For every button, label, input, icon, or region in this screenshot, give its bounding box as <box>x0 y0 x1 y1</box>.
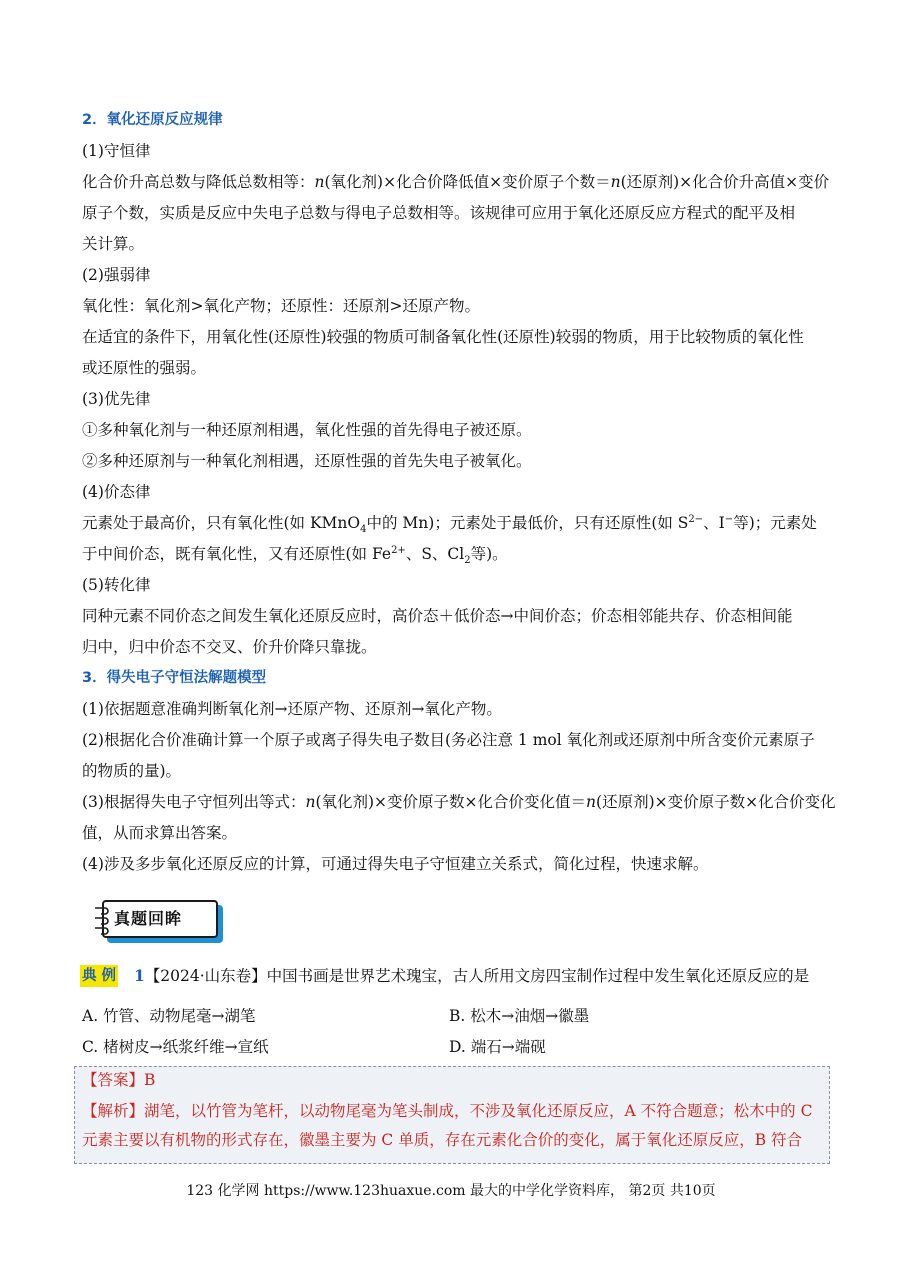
rule-4-title: (4)价态律 <box>82 483 151 501</box>
rule-1-title: (1)守恒律 <box>82 142 151 160</box>
rule-2-line-1: 氧化性：氧化剂>氧化产物；还原性：还原剂>还原产物。 <box>82 297 480 315</box>
rule-1-line-3: 关计算。 <box>82 235 145 253</box>
rule-5-title: (5)转化律 <box>82 576 151 594</box>
step-3-line-1: (3)根据得失电子守恒列出等式：n(氧化剂)×变价原子数×化合价变化值＝n(还原剂)×变价原子数×化合价变化 <box>82 793 836 811</box>
option-b: B. 松木→油烟→徽墨 <box>449 1007 590 1025</box>
section-banner <box>92 896 220 940</box>
step-2-line-2: 的物质的量)。 <box>82 762 182 780</box>
step-1: (1)依据题意准确判断氧化剂→还原产物、还原剂→氧化产物。 <box>82 700 502 718</box>
rule-2-title: (2)强弱律 <box>82 266 151 284</box>
step-4: (4)涉及多步氧化还原反应的计算，可通过得失电子守恒建立关系式，简化过程，快速求解。 <box>82 855 709 873</box>
rule-5-line-1: 同种元素不同价态之间发生氧化还原反应时，高价态＋低价态→中间价态；价态相邻能共存、价态相间能 <box>82 607 793 625</box>
example-question: 1【2024·山东卷】中国书画是世界艺术瑰宝，古人所用文房四宝制作过程中发生氧化还原反应的是 <box>134 966 810 985</box>
section-3-heading: 3．得失电子守恒法解题模型 <box>82 670 267 686</box>
option-c: C. 楮树皮→纸浆纤维→宣纸 <box>82 1038 269 1056</box>
rule-4-line-2: 于中间价态，既有氧化性，又有还原性(如 $Fe^{2+}$、S、$Cl_2$等)。 <box>82 544 508 567</box>
rule-4-line-1: 元素处于最高价，只有氧化性(如 KMnO$_4$中的 Mn)；元素处于最低价，只有还原性(如 $S^{2-}$、I−等)；元素处 <box>82 513 817 536</box>
notebook-spiral-icon <box>92 900 112 938</box>
answer-line: 【答案】B <box>82 1071 156 1089</box>
rule-3-line-1: ①多种氧化剂与一种还原剂相遇，氧化性强的首先得电子被还原。 <box>82 421 532 439</box>
option-d: D. 端石→端砚 <box>449 1038 546 1056</box>
example-tag: 典 例 <box>80 965 118 987</box>
rule-2-line-3: 或还原性的强弱。 <box>82 359 207 377</box>
option-a: A. 竹管、动物尾毫→湖笔 <box>82 1007 256 1025</box>
rule-1-line-2: 原子个数，实质是反应中失电子总数与得电子总数相等。该规律可应用于氧化还原反应方程式的配平及相 <box>82 204 796 222</box>
banner-label: 真题回眸 <box>114 909 183 928</box>
analysis-line-1: 【解析】湖笔，以竹管为笔杆，以动物尾毫为笔头制成，不涉及氧化还原反应，A 不符合题意；松木中的 C <box>82 1102 813 1120</box>
page-footer: 123 化学网 https://www.123huaxue.com 最大的中学化学资料库， 第2页 共10页 <box>186 1183 716 1199</box>
rule-3-line-2: ②多种还原剂与一种氧化剂相遇，还原性强的首先失电子被氧化。 <box>82 452 532 470</box>
rule-1-line-1: 化合价升高总数与降低总数相等：n(氧化剂)×化合价降低值×变价原子个数＝n(还原剂)×化合价升高值×变价 <box>82 173 830 191</box>
step-2-line-1: (2)根据化合价准确计算一个原子或离子得失电子数目(务必注意 1 mol 氧化剂或还原剂中所含变价元素原子 <box>82 731 815 749</box>
rule-2-line-2: 在适宜的条件下，用氧化性(还原性)较强的物质可制备氧化性(还原性)较弱的物质，用于比较物质的氧化性 <box>82 328 804 346</box>
rule-5-line-2: 归中，归中价态不交叉、价升价降只靠拢。 <box>82 638 377 656</box>
section-2-heading: 2．氧化还原反应规律 <box>82 112 223 128</box>
rule-3-title: (3)优先律 <box>82 390 151 408</box>
analysis-line-2: 元素主要以有机物的形式存在，徽墨主要为 C 单质，存在元素化合价的变化，属于氧化还原反应，B 符合 <box>82 1131 803 1149</box>
step-3-line-2: 值，从而求算出答案。 <box>82 824 238 842</box>
